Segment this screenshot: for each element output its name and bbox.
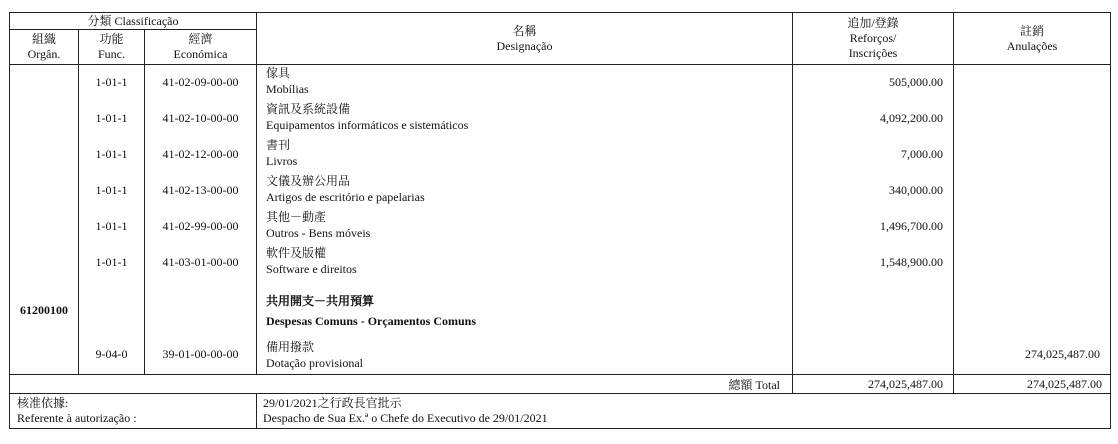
designation-zh: 備用撥款 bbox=[266, 339, 315, 354]
total-row bbox=[10, 375, 1111, 394]
organ-cell bbox=[10, 333, 79, 375]
authorization-label-zh: 核准依據: bbox=[17, 396, 69, 410]
designation-pt: Mobílias bbox=[266, 82, 309, 96]
econ-code: 39-01-00-00-00 bbox=[145, 333, 257, 375]
func-code: 1-01-1 bbox=[79, 245, 145, 281]
organ-cell bbox=[10, 101, 79, 137]
designation-cell bbox=[257, 245, 793, 281]
annulment-value: 274,025,487.00 bbox=[954, 333, 1111, 375]
annulment-value bbox=[954, 137, 1111, 173]
designation-pt: Artigos de escritório e papelarias bbox=[266, 189, 425, 204]
designation-pt: Livros bbox=[266, 153, 298, 168]
table-row bbox=[10, 173, 1111, 209]
econ-code: 41-02-13-00-00 bbox=[145, 173, 257, 209]
reinforcement-value: 340,000.00 bbox=[793, 173, 954, 209]
section-title-pt: Despesas Comuns - Orçamentos Comuns bbox=[266, 313, 477, 328]
designation-pt: Equipamentos informáticos e sistemáticos bbox=[266, 117, 469, 132]
func-code: 1-01-1 bbox=[79, 209, 145, 245]
econ-header bbox=[145, 30, 257, 65]
econ-code: 41-02-09-00-00 bbox=[145, 65, 257, 101]
annulments-header-pt: Anulações bbox=[1006, 38, 1058, 53]
reinforcements-header-zh: 追加/登錄 bbox=[847, 16, 899, 30]
func-header bbox=[79, 30, 145, 65]
total-reinforcement: 274,025,487.00 bbox=[793, 375, 954, 394]
designation-cell bbox=[257, 209, 793, 245]
designation-zh: 傢具 bbox=[266, 66, 291, 80]
designation-header bbox=[257, 13, 793, 65]
reinforcement-value bbox=[793, 333, 954, 375]
econ-code: 41-03-01-00-00 bbox=[145, 245, 257, 281]
organ-cell bbox=[10, 137, 79, 173]
func-code: 1-01-1 bbox=[79, 137, 145, 173]
table-row bbox=[10, 137, 1111, 173]
func-header-pt: Func. bbox=[98, 47, 125, 61]
reinforcements-header bbox=[793, 13, 954, 65]
header-row-1 bbox=[10, 13, 1111, 30]
econ-code: 41-02-12-00-00 bbox=[145, 137, 257, 173]
section-row bbox=[10, 281, 1111, 333]
func-code: 1-01-1 bbox=[79, 65, 145, 101]
section-title-zh: 共用開支－共用預算 bbox=[266, 293, 375, 308]
authorization-value bbox=[257, 394, 1111, 429]
reinforcements-header-pt1: Reforços/ bbox=[849, 31, 897, 45]
designation-cell bbox=[257, 333, 793, 375]
annulments-header bbox=[954, 13, 1111, 65]
authorization-value-pt: Despacho de Sua Ex.ª o Chefe do Executivo de 29/01/2021 bbox=[263, 411, 548, 425]
authorization-row bbox=[10, 394, 1111, 429]
designation-cell bbox=[257, 101, 793, 137]
organ-cell bbox=[10, 245, 79, 281]
organ-header-pt: Orgân. bbox=[27, 47, 61, 61]
econ-code: 41-02-10-00-00 bbox=[145, 101, 257, 137]
provisional-row bbox=[10, 333, 1111, 375]
econ-header-pt: Económica bbox=[173, 47, 228, 61]
designation-zh: 其他－動產 bbox=[266, 209, 327, 224]
annulment-value bbox=[954, 281, 1111, 333]
econ-code bbox=[145, 281, 257, 333]
annulments-header-zh: 註銷 bbox=[1020, 23, 1045, 38]
organ-code: 61200100 bbox=[10, 281, 79, 333]
func-code: 1-01-1 bbox=[79, 101, 145, 137]
designation-zh: 文儀及辦公用品 bbox=[266, 173, 351, 188]
total-annulment: 274,025,487.00 bbox=[954, 375, 1111, 394]
authorization-value-zh: 29/01/2021之行政長官批示 bbox=[263, 396, 402, 410]
designation-zh: 書刊 bbox=[266, 137, 291, 152]
organ-header-zh: 組織 bbox=[31, 32, 56, 46]
annulment-value bbox=[954, 209, 1111, 245]
econ-code: 41-02-99-00-00 bbox=[145, 209, 257, 245]
reinforcement-value: 4,092,200.00 bbox=[793, 101, 954, 137]
classification-header: 分類 Classificação bbox=[10, 13, 257, 30]
budget-table bbox=[9, 12, 1111, 429]
designation-header-pt: Designação bbox=[496, 38, 553, 53]
table-row bbox=[10, 65, 1111, 101]
econ-header-zh: 經濟 bbox=[188, 32, 213, 46]
table-row bbox=[10, 101, 1111, 137]
reinforcement-value: 7,000.00 bbox=[793, 137, 954, 173]
func-code bbox=[79, 281, 145, 333]
designation-cell bbox=[257, 65, 793, 101]
table-row bbox=[10, 209, 1111, 245]
total-label: 總額 Total bbox=[10, 375, 793, 394]
annulment-value bbox=[954, 173, 1111, 209]
authorization-label bbox=[10, 394, 257, 429]
designation-zh: 軟件及版權 bbox=[266, 245, 327, 260]
designation-cell bbox=[257, 137, 793, 173]
annulment-value bbox=[954, 65, 1111, 101]
organ-cell bbox=[10, 65, 79, 101]
table-row bbox=[10, 245, 1111, 281]
organ-cell bbox=[10, 209, 79, 245]
reinforcement-value: 1,496,700.00 bbox=[793, 209, 954, 245]
designation-pt: Dotação provisional bbox=[266, 355, 363, 370]
authorization-label-pt: Referente à autorização : bbox=[17, 411, 137, 425]
designation-header-zh: 名稱 bbox=[512, 23, 537, 38]
func-code: 9-04-0 bbox=[79, 333, 145, 375]
section-designation bbox=[257, 281, 793, 333]
annulment-value bbox=[954, 245, 1111, 281]
reinforcements-header-pt2: Inscrições bbox=[848, 46, 898, 60]
reinforcement-value bbox=[793, 281, 954, 333]
organ-header bbox=[10, 30, 79, 65]
reinforcement-value: 505,000.00 bbox=[793, 65, 954, 101]
func-header-zh: 功能 bbox=[99, 32, 124, 46]
designation-zh: 資訊及系統設備 bbox=[266, 101, 351, 116]
designation-cell bbox=[257, 173, 793, 209]
reinforcement-value: 1,548,900.00 bbox=[793, 245, 954, 281]
designation-pt: Outros - Bens móveis bbox=[266, 225, 371, 240]
annulment-value bbox=[954, 101, 1111, 137]
designation-pt: Software e direitos bbox=[266, 261, 357, 276]
organ-cell bbox=[10, 173, 79, 209]
func-code: 1-01-1 bbox=[79, 173, 145, 209]
